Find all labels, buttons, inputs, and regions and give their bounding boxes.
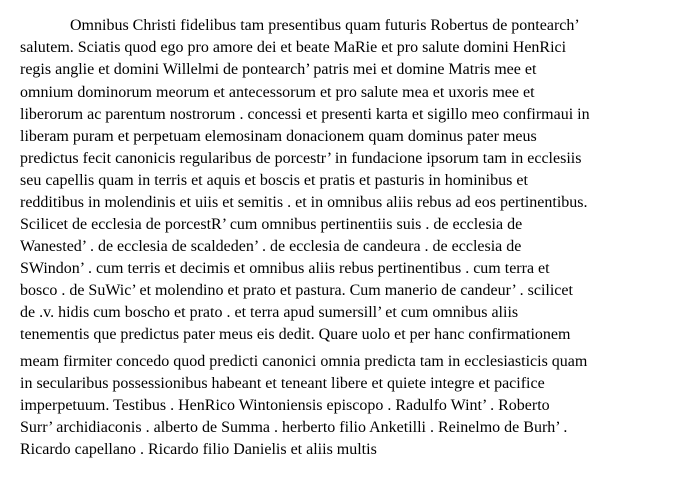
text-line: predictus fecit canonicis regularibus de porcestr’ in fundacione ipsorum tam in ecclesiis: [20, 150, 582, 167]
text-line: in secularibus possessionibus habeant et teneant libere et quiete integre et pacifice: [20, 375, 545, 392]
text-line: meam firmiter concedo quod predicti canonici omnia predicta tam in ecclesiasticis quam: [20, 353, 588, 370]
text-line: imperpetuum. Testibus . HenRico Wintoniensis episcopo . Radulfo Wint’ . Roberto: [20, 397, 550, 414]
text-line: Scilicet de ecclesia de porcestR’ cum omnibus pertinentiis suis . de ecclesia de: [20, 216, 523, 233]
text-line: seu capellis quam in terris et aquis et boscis et pratis et pasturis in hominibus et: [20, 172, 528, 189]
text-line: bosco . de SuWic’ et molendino et prato et pastura. Cum manerio de candeur’ . scilicet: [20, 282, 573, 299]
text-line: salutem. Sciatis quod ego pro amore dei et beate MaRie et pro salute domini HenRici: [20, 39, 567, 56]
text-line: omnium dominorum meorum et antecessorum et pro salute mea et uxoris mee et: [20, 84, 535, 101]
text-line: SWindon’ . cum terris et decimis et omnibus aliis rebus pertinentibus . cum terra et: [20, 260, 550, 277]
text-line: tenementis que predictus pater meus eis dedit. Quare uolo et per hanc confirmationem: [20, 326, 571, 343]
text-line: de .v. hidis cum boscho et prato . et terra apud sumersill’ et cum omnibus aliis: [20, 304, 519, 321]
text-line: Surr’ archidiaconis . alberto de Summa . herberto filio Anketilli . Reinelmo de Burh’ .: [20, 419, 568, 436]
text-line: liberam puram et perpetuam elemosinam donacionem quam dominus pater meus: [20, 128, 537, 145]
text-line: redditibus in molendinis et uiis et semitis . et in omnibus aliis rebus ad eos pertinentibus.: [20, 194, 588, 211]
text-line: regis anglie et domini Willelmi de pontearch’ patris mei et domine Matris mee et: [20, 61, 537, 78]
text-line: Wanested’ . de ecclesia de scaldeden’ . de ecclesia de candeura . de ecclesia de: [20, 238, 522, 255]
text-line: liberorum ac parentum nostrorum . concessi et presenti karta et sigillo meo confirmaui in: [20, 106, 590, 123]
text-line: Omnibus Christi fidelibus tam presentibus quam futuris Robertus de pontearch’: [70, 17, 580, 34]
text-line: Ricardo capellano . Ricardo filio Danielis et aliis multis: [20, 441, 377, 458]
